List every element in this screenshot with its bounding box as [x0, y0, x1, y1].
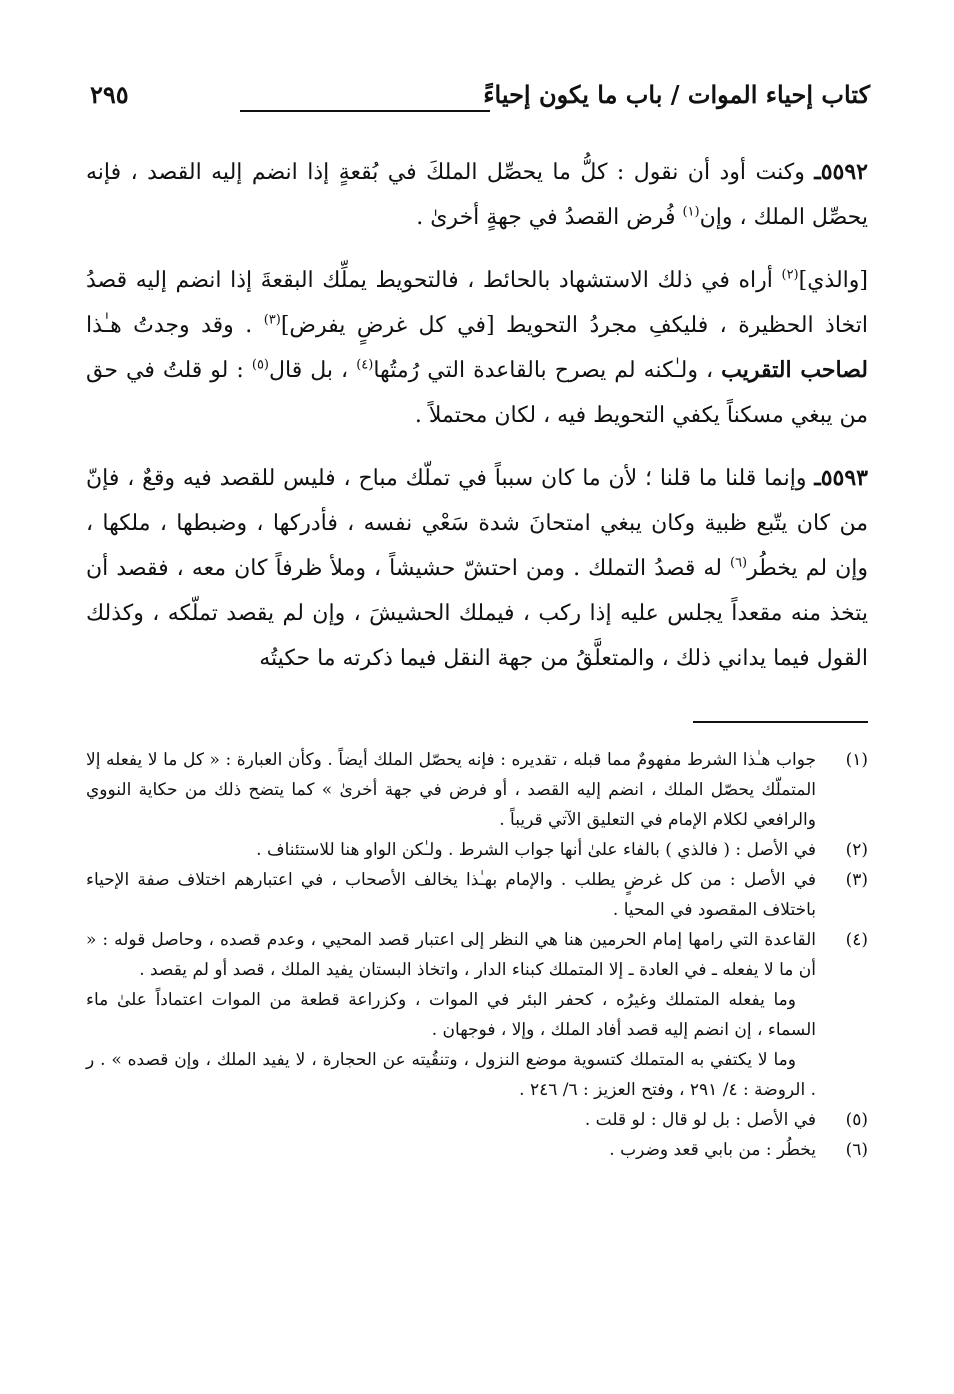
- footnote-label: (٢): [845, 840, 868, 860]
- footnote-separator: [693, 721, 868, 723]
- bold-reference: لصاحب التقريب: [721, 357, 869, 383]
- header-title: كتاب إحياء الموات / باب ما يكون إحياءً: [483, 80, 870, 109]
- paragraph-number: ٥٥٩٢ـ: [814, 159, 868, 185]
- footnote-label: (٥): [845, 1110, 868, 1130]
- footnote-5: [86, 1105, 868, 1135]
- paragraph-alladhi: [86, 258, 868, 438]
- footnote-label: (١): [845, 750, 868, 770]
- footnote-label: (٣): [845, 870, 868, 890]
- footnote-4-continuation: وما يفعله المتملك وغيرُه ، كحفر البئر في الموات ، وكزراعة قطعة من الموات اعتماداً علىٰ ماء السماء ، إن انضم إليه قصد أفاد الملك ، وإلا ، فوجهان .: [86, 990, 816, 1040]
- footnote-ref: (٦): [729, 555, 748, 571]
- paragraph-text: [والذي]: [798, 268, 868, 293]
- paragraph-text: : لو قلتُ في حق من يبغي مسكناً يكفي التحويط فيه ، لكان محتملاً .: [86, 358, 868, 428]
- footnote-3: [86, 865, 868, 925]
- footnote-1: [86, 745, 868, 835]
- footnote-label: (٦): [845, 1140, 868, 1160]
- footnote-text: في الأصل : ( فالذي ) بالفاء علىٰ أنها جواب الشرط . ولـٰكن الواو هنا للاستئناف .: [256, 840, 816, 860]
- footnote-text: يخطُر : من بابي قعد وضرب .: [609, 1140, 816, 1160]
- footnote-text: جواب هـٰذا الشرط مفهومٌ مما قبله ، تقديره : فإنه يحصّل الملك أيضاً . وكأن العبارة : « كل ما لا يفعله إلا المتملّك يحصّل الملك ، انضم إليه القصد ، أو فرض في جهة أخرىٰ » كما يتضح ذلك من حكاية النووي والرافعي لكلام الإمام في التعليق الآتي قريباً .: [86, 750, 816, 830]
- main-text: [86, 150, 868, 681]
- paragraph-text: أراه في ذلك الاستشهاد بالحائط ، فالتحويط يملِّك البقعةَ إذا انضم إليه قصدُ اتخاذ الحظيرة ، فليكفِ مجردُ التحويط [في كل غرضٍ يفرض]: [86, 268, 868, 338]
- paragraph-text: له قصدُ التملك . ومن احتشّ حشيشاً ، وملأ ظرفاً كان معه ، فقصد أن يتخذ منه مقعداً يجلس عليه إذا ركب ، فيملك الحشيشَ ، وإن لم يقصد تملّكه ، وكذلك القول فيما يداني ذلك ، والمتعلَّقُ من جهة النقل فيما ذكرته ما حكيتُه: [86, 556, 868, 671]
- footnote-ref: (١): [682, 204, 700, 220]
- paragraph-text: ، ولـٰكنه لم يصرح بالقاعدة التي رُمتُها: [373, 358, 722, 383]
- footnote-ref: (٣): [263, 312, 281, 328]
- paragraph-number: ٥٥٩٣ـ: [814, 465, 868, 491]
- footnote-2: [86, 835, 868, 865]
- page-number: ٢٩٥: [90, 80, 129, 109]
- footnote-label: (٤): [845, 930, 868, 950]
- paragraph-text: فُرض القصدُ في جهةٍ أخرىٰ .: [416, 205, 683, 230]
- header-rule: [240, 110, 490, 112]
- footnote-ref: (٤): [356, 357, 374, 373]
- paragraph-5593: [86, 456, 868, 681]
- running-header: [90, 80, 870, 124]
- footnote-6: [86, 1135, 868, 1165]
- footnote-text: القاعدة التي رامها إمام الحرمين هنا هي النظر إلى اعتبار قصد المحيي ، وعدم قصده ، وحاصل قوله : « أن ما لا يفعله ـ في العادة ـ إلا المتملك كبناء الدار ، واتخاذ البستان يفيد الملك ، قصد أو لم يقصد .: [86, 930, 816, 980]
- footnote-ref: (٢): [781, 267, 799, 283]
- footnote-4: [86, 925, 868, 985]
- paragraph-5592: [86, 150, 868, 240]
- footnotes: [86, 745, 868, 1165]
- footnote-4-continuation: وما لا يكتفي به المتملك كتسوية موضع النزول ، وتنقُيته عن الحجارة ، لا يفيد الملك ، وإن قصده » . ر . الروضة : ٤/ ٢٩١ ، وفتح العزيز : ٦/ ٢٤٦ .: [86, 1050, 816, 1100]
- paragraph-text: وإنما قلنا ما قلنا ؛ لأن ما كان سبباً في تملّك مباح ، فليس للقصد فيه وقعٌ ، فإنّ من كان يتّبع ظبية وكان يبغي امتحانَ شدة سَعْي نفسه ، فأدركها ، وضبطها ، ملكها ، وإن لم يخطُر: [86, 466, 868, 581]
- footnote-text: في الأصل : بل لو قال : لو قلت .: [584, 1110, 816, 1130]
- paragraph-text: . وقد وجدتُ هـٰذا: [86, 313, 264, 338]
- footnote-ref: (٥): [251, 357, 269, 373]
- paragraph-text: ، بل قال: [269, 358, 357, 383]
- footnote-text: في الأصل : من كل غرضٍ يطلب . والإمام بهـٰذا يخالف الأصحاب ، في اعتبارهم اختلاف صفة الإحياء باختلاف المقصود في المحيا .: [86, 870, 816, 920]
- paragraph-text: وكنت أود أن نقول : كلُّ ما يحصِّل الملكَ في بُقعةٍ إذا انضم إليه القصد ، فإنه يحصِّل الملك ، وإن: [86, 160, 868, 230]
